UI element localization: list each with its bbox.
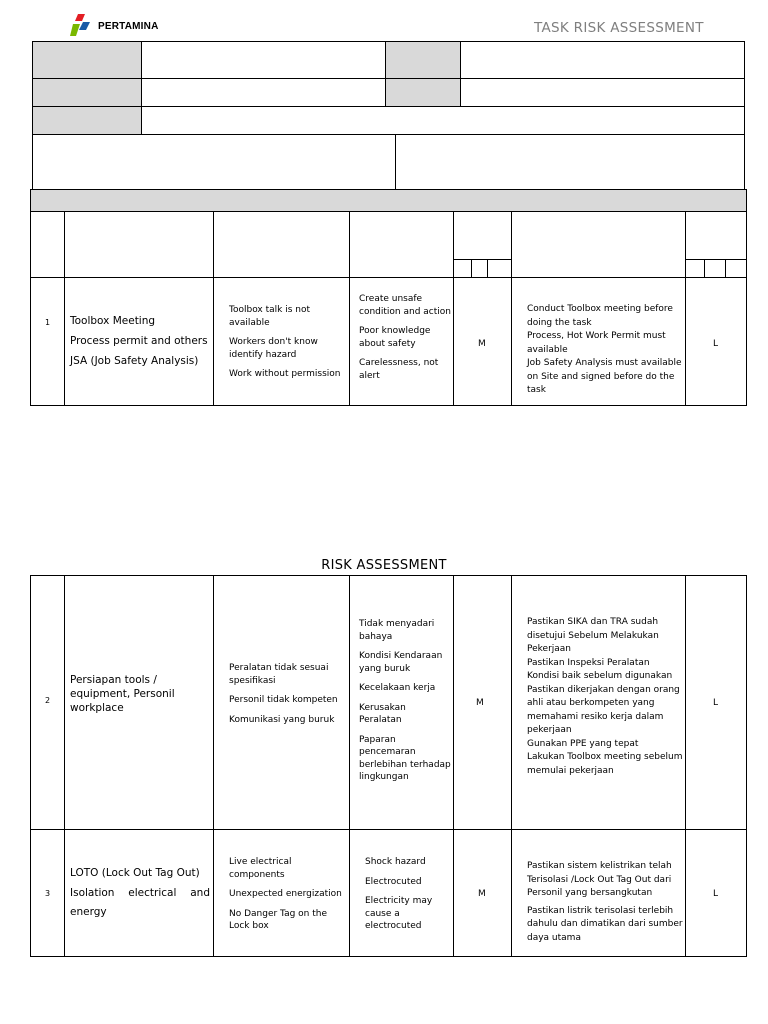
step-text: Process permit and others — [70, 335, 208, 347]
cause-text: Kondisi Kendaraan yang buruk — [359, 651, 443, 674]
section-title: RISK ASSESSMENT — [321, 558, 447, 573]
row-number: 1 — [45, 318, 51, 327]
hazard-text: Peralatan tidak sesuai spesifikasi — [229, 663, 329, 686]
initial-risk-value: M — [478, 889, 486, 899]
initial-risk-sub-1 — [453, 259, 472, 278]
residual-risk-value: L — [713, 889, 719, 899]
row-number: 3 — [45, 889, 51, 898]
info-value-cell-2 — [460, 41, 745, 79]
step-text: Isolation electrical and energy — [70, 886, 210, 918]
info-notes-right — [395, 134, 745, 190]
residual-risk-sub-3 — [725, 259, 747, 278]
initial-risk-value: M — [476, 698, 484, 708]
row-cell-residual-risk — [685, 829, 747, 957]
document-title: TASK RISK ASSESSMENT — [534, 20, 704, 36]
step-text: JSA (Job Safety Analysis) — [70, 355, 199, 367]
info-value-cell-4 — [460, 78, 745, 107]
step-text: Toolbox Meeting — [70, 315, 156, 327]
row-cell-residual-risk — [685, 575, 747, 830]
row-cell-causes — [349, 277, 454, 406]
step-text: Persiapan tools / equipment, Personil workplace — [70, 674, 175, 714]
section-header-bar — [30, 189, 747, 212]
residual-risk-sub-2 — [704, 259, 726, 278]
controls-text: Pastikan sistem kelistrikan telah Terisolasi /Lock Out Tag Out dari Personil yang bersangkutan — [527, 861, 672, 898]
row-cell-hazards — [213, 277, 350, 406]
col-header-no — [30, 211, 65, 278]
controls-text: Pastikan SIKA dan TRA sudah disetujui Sebelum Melakukan Pekerjaan Pastikan Inspeksi Peralatan Kondisi baik sebelum digunakan Pastikan dikerjakan dengan orang ahli atau berkompeten yang memahami resiko kerja dalam pekerjaan Gunakan PPE yang tepat Lakukan Toolbox meeting sebelum memulai pekerjaan — [527, 617, 683, 776]
cause-text: Electrocuted — [365, 876, 422, 887]
row-cell-causes — [349, 829, 454, 957]
row-cell-hazards — [213, 575, 350, 830]
row-cell-initial-risk — [453, 575, 512, 830]
row-cell-controls — [511, 829, 686, 957]
row-cell-initial-risk — [453, 829, 512, 957]
hazard-text: Unexpected energization — [229, 889, 342, 899]
cause-text: Kerusakan Peralatan — [359, 702, 406, 725]
info-notes-left — [32, 134, 396, 190]
row-cell-causes — [349, 575, 454, 830]
info-label-cell-4 — [385, 78, 461, 107]
cause-text: Kecelakaan kerja — [359, 683, 436, 693]
info-value-cell-5 — [141, 106, 745, 135]
cause-text: Carelessness, not alert — [359, 358, 439, 381]
residual-risk-value: L — [713, 339, 719, 349]
initial-risk-sub-3 — [487, 259, 512, 278]
pertamina-logo-icon — [70, 14, 96, 38]
row-cell-no — [30, 277, 65, 406]
info-label-cell-2 — [385, 41, 461, 79]
cause-text: Electricity may cause a electrocuted — [365, 896, 433, 931]
hazard-text: Personil tidak kompeten — [229, 695, 338, 705]
step-text: LOTO (Lock Out Tag Out) — [70, 867, 200, 879]
hazard-text: Work without permission — [229, 369, 341, 379]
row-cell-no — [30, 829, 65, 957]
row-cell-steps — [64, 829, 214, 957]
cause-text: Paparan pencemaran berlebihan terhadap lingkungan — [359, 734, 451, 782]
residual-risk-sub-1 — [685, 259, 705, 278]
col-header-hazards — [213, 211, 350, 278]
row-number: 2 — [45, 696, 51, 705]
info-label-cell-5 — [32, 106, 142, 135]
row-cell-initial-risk — [453, 277, 512, 406]
hazard-text: Toolbox talk is not available — [229, 305, 311, 328]
row-cell-hazards — [213, 829, 350, 957]
hazard-text: No Danger Tag on the Lock box — [229, 908, 327, 931]
row-cell-controls — [511, 277, 686, 406]
info-label-cell-1 — [32, 41, 142, 79]
row-cell-steps — [64, 575, 214, 830]
initial-risk-sub-2 — [471, 259, 488, 278]
col-header-controls — [511, 211, 686, 278]
cause-text: Shock hazard — [365, 857, 426, 867]
row-cell-steps — [64, 277, 214, 406]
info-label-cell-3 — [32, 78, 142, 107]
col-header-causes — [349, 211, 454, 278]
cause-text: Create unsafe condition and action — [359, 294, 451, 317]
row-cell-no — [30, 575, 65, 830]
pertamina-logo — [70, 14, 162, 38]
cause-text: Poor knowledge about safety — [359, 326, 431, 349]
brand-name: PERTAMINA — [98, 21, 159, 32]
row-cell-controls — [511, 575, 686, 830]
hazard-text: Workers don't know identify hazard — [229, 337, 318, 360]
row-cell-residual-risk — [685, 277, 747, 406]
controls-text: Conduct Toolbox meeting before doing the task Process, Hot Work Permit must available Job Safety Analysis must available on Site and signed before do the task — [527, 304, 682, 395]
residual-risk-value: L — [713, 698, 719, 708]
col-header-steps — [64, 211, 214, 278]
controls-text: Pastikan listrik terisolasi terlebih dahulu dan dimatikan dari sumber daya utama — [527, 905, 683, 943]
hazard-text: Komunikasi yang buruk — [229, 714, 335, 725]
cause-text: Tidak menyadari bahaya — [359, 619, 435, 642]
info-value-cell-1 — [141, 41, 386, 79]
hazard-text: Live electrical components — [229, 857, 292, 880]
info-value-cell-3 — [141, 78, 386, 107]
initial-risk-value: M — [478, 339, 486, 349]
